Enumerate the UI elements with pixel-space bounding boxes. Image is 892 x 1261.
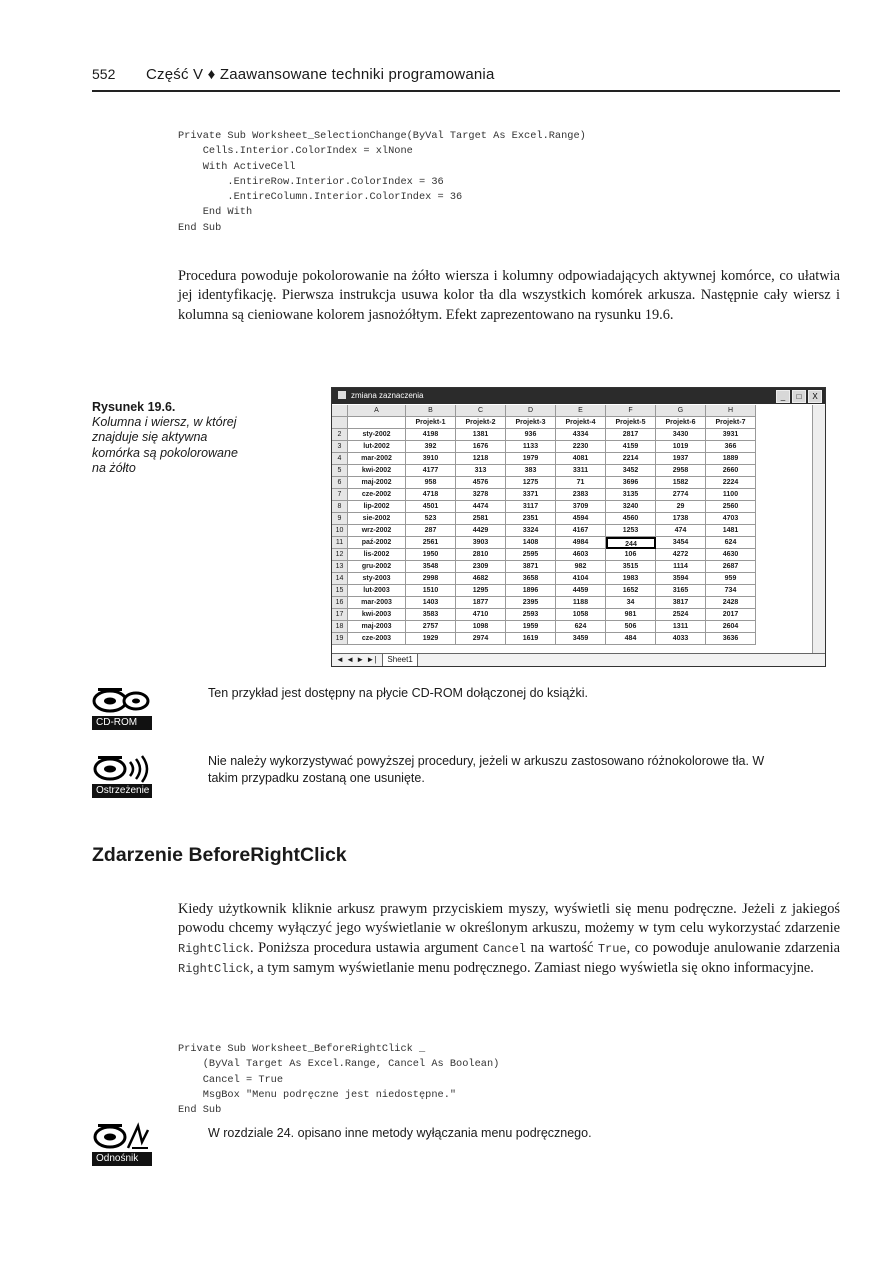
- value-cell[interactable]: 2383: [556, 489, 606, 501]
- value-cell[interactable]: 1100: [706, 489, 756, 501]
- cd-rom-label: CD-ROM: [92, 716, 152, 730]
- column-header-a[interactable]: A: [348, 405, 406, 417]
- table-row: [332, 561, 812, 573]
- value-cell[interactable]: 4474: [456, 501, 506, 513]
- row-header[interactable]: 8: [332, 501, 348, 513]
- value-cell[interactable]: 4560: [606, 513, 656, 525]
- warning-note: Nie należy wykorzystywać powyższej procedury, jeżeli w arkuszu zastosowano różnokolorowe tła. W takim przypadku zostaną one usunięte.: [208, 754, 765, 785]
- select-all-corner[interactable]: [332, 405, 348, 417]
- warning-icon: [92, 752, 152, 798]
- date-cell[interactable]: sie-2002: [348, 513, 406, 525]
- value-cell[interactable]: 959: [706, 573, 756, 585]
- value-cell[interactable]: 2595: [506, 549, 556, 561]
- value-cell[interactable]: 2817: [606, 429, 656, 441]
- table-row: [332, 585, 812, 597]
- value-cell[interactable]: 2974: [456, 633, 506, 645]
- value-cell[interactable]: 4272: [656, 549, 706, 561]
- value-cell[interactable]: 474: [656, 525, 706, 537]
- value-cell[interactable]: 523: [406, 513, 456, 525]
- sheet-navigation-arrows[interactable]: ◄ ◄ ► ►|: [336, 655, 377, 664]
- value-cell[interactable]: 2017: [706, 609, 756, 621]
- value-cell[interactable]: 3583: [406, 609, 456, 621]
- value-cell[interactable]: 3910: [406, 453, 456, 465]
- value-cell[interactable]: 3903: [456, 537, 506, 549]
- figure-caption: [92, 400, 252, 476]
- row-header[interactable]: 10: [332, 525, 348, 537]
- table-row: [332, 621, 812, 633]
- row-header[interactable]: 9: [332, 513, 348, 525]
- value-cell[interactable]: 1889: [706, 453, 756, 465]
- value-cell[interactable]: 3324: [506, 525, 556, 537]
- column-title-cell[interactable]: Projekt-2: [456, 417, 506, 429]
- table-row: [332, 477, 812, 489]
- value-cell[interactable]: 4081: [556, 453, 606, 465]
- warning-label: Ostrzeżenie: [92, 784, 152, 798]
- value-cell[interactable]: 313: [456, 465, 506, 477]
- value-cell[interactable]: 366: [706, 441, 756, 453]
- figure-number: Rysunek 19.6.: [92, 400, 176, 414]
- table-row: [332, 489, 812, 501]
- page-number: 552: [92, 66, 116, 82]
- value-cell[interactable]: 2561: [406, 537, 456, 549]
- inline-code: True: [597, 941, 627, 956]
- cd-rom-note: Ten przykład jest dostępny na płycie CD-ROM dołączonej do książki.: [208, 686, 589, 700]
- column-title-cell[interactable]: Projekt-7: [706, 417, 756, 429]
- cell[interactable]: [348, 417, 406, 429]
- row-header[interactable]: 2: [332, 429, 348, 441]
- row-header[interactable]: 18: [332, 621, 348, 633]
- date-cell[interactable]: mar-2003: [348, 597, 406, 609]
- value-cell[interactable]: 106: [606, 549, 656, 561]
- paragraph-text-part: na wartość: [526, 939, 598, 956]
- reference-label: Odnośnik: [92, 1152, 152, 1166]
- value-cell[interactable]: 4984: [556, 537, 606, 549]
- value-cell[interactable]: 3454: [656, 537, 706, 549]
- value-cell[interactable]: 1983: [606, 573, 656, 585]
- date-cell[interactable]: wrz-2002: [348, 525, 406, 537]
- value-cell[interactable]: 2524: [656, 609, 706, 621]
- value-cell[interactable]: 1403: [406, 597, 456, 609]
- value-cell[interactable]: 1619: [506, 633, 556, 645]
- value-cell[interactable]: 2687: [706, 561, 756, 573]
- spreadsheet-grid: [332, 405, 812, 645]
- sheet-tab-bar: [332, 653, 825, 666]
- value-cell[interactable]: 2660: [706, 465, 756, 477]
- value-cell[interactable]: 3165: [656, 585, 706, 597]
- value-cell[interactable]: 2395: [506, 597, 556, 609]
- date-cell[interactable]: paź-2002: [348, 537, 406, 549]
- value-cell[interactable]: 4198: [406, 429, 456, 441]
- value-cell[interactable]: 1950: [406, 549, 456, 561]
- value-cell[interactable]: 1959: [506, 621, 556, 633]
- table-row: [332, 453, 812, 465]
- value-cell[interactable]: 1133: [506, 441, 556, 453]
- value-cell[interactable]: 1408: [506, 537, 556, 549]
- value-cell[interactable]: 3430: [656, 429, 706, 441]
- value-cell[interactable]: 3658: [506, 573, 556, 585]
- column-header-e[interactable]: E: [556, 405, 606, 417]
- value-cell[interactable]: 1937: [656, 453, 706, 465]
- value-cell[interactable]: 3594: [656, 573, 706, 585]
- value-cell[interactable]: 936: [506, 429, 556, 441]
- value-cell[interactable]: 2560: [706, 501, 756, 513]
- value-cell[interactable]: 3636: [706, 633, 756, 645]
- row-header[interactable]: 16: [332, 597, 348, 609]
- date-cell[interactable]: cze-2002: [348, 489, 406, 501]
- value-cell[interactable]: 2593: [506, 609, 556, 621]
- date-cell[interactable]: sty-2003: [348, 573, 406, 585]
- value-cell[interactable]: 1877: [456, 597, 506, 609]
- value-cell[interactable]: 4710: [456, 609, 506, 621]
- table-row: [332, 549, 812, 561]
- value-cell[interactable]: 982: [556, 561, 606, 573]
- value-cell[interactable]: 4703: [706, 513, 756, 525]
- table-row: [332, 597, 812, 609]
- running-title: Część V ♦ Zaawansowane techniki programowania: [146, 66, 495, 83]
- value-cell[interactable]: 3515: [606, 561, 656, 573]
- row-header[interactable]: 14: [332, 573, 348, 585]
- value-cell[interactable]: 3459: [556, 633, 606, 645]
- row-header[interactable]: 4: [332, 453, 348, 465]
- value-cell[interactable]: 4159: [606, 441, 656, 453]
- value-cell[interactable]: 2998: [406, 573, 456, 585]
- row-header[interactable]: 13: [332, 561, 348, 573]
- sheet-tab-sheet1[interactable]: Sheet1: [382, 654, 417, 667]
- value-cell[interactable]: 4501: [406, 501, 456, 513]
- date-cell[interactable]: gru-2002: [348, 561, 406, 573]
- value-cell[interactable]: 4459: [556, 585, 606, 597]
- value-cell[interactable]: 3117: [506, 501, 556, 513]
- value-cell[interactable]: 3311: [556, 465, 606, 477]
- value-cell[interactable]: 3548: [406, 561, 456, 573]
- column-header-f[interactable]: F: [606, 405, 656, 417]
- reference-note: W rozdziale 24. opisano inne metody wyłączania menu podręcznego.: [208, 1126, 592, 1140]
- value-cell[interactable]: 1738: [656, 513, 706, 525]
- close-button[interactable]: X: [808, 390, 822, 403]
- date-cell[interactable]: maj-2003: [348, 621, 406, 633]
- column-header-b[interactable]: B: [406, 405, 456, 417]
- value-cell[interactable]: 1481: [706, 525, 756, 537]
- value-cell[interactable]: 1896: [506, 585, 556, 597]
- table-row: [332, 633, 812, 645]
- value-cell[interactable]: 1275: [506, 477, 556, 489]
- date-cell[interactable]: lip-2002: [348, 501, 406, 513]
- column-title-cell[interactable]: Projekt-1: [406, 417, 456, 429]
- value-cell[interactable]: 29: [656, 501, 706, 513]
- value-cell[interactable]: 3240: [606, 501, 656, 513]
- column-header-d[interactable]: D: [506, 405, 556, 417]
- value-cell[interactable]: 4576: [456, 477, 506, 489]
- table-row: [332, 513, 812, 525]
- date-cell[interactable]: kwi-2003: [348, 609, 406, 621]
- row-header[interactable]: 7: [332, 489, 348, 501]
- value-cell[interactable]: 1019: [656, 441, 706, 453]
- table-row: [332, 417, 812, 429]
- value-cell[interactable]: 624: [706, 537, 756, 549]
- value-cell[interactable]: 1676: [456, 441, 506, 453]
- value-cell[interactable]: 734: [706, 585, 756, 597]
- column-title-cell[interactable]: Projekt-5: [606, 417, 656, 429]
- value-cell[interactable]: 3452: [606, 465, 656, 477]
- value-cell[interactable]: 2774: [656, 489, 706, 501]
- value-cell[interactable]: 3371: [506, 489, 556, 501]
- column-header-c[interactable]: C: [456, 405, 506, 417]
- date-cell[interactable]: cze-2003: [348, 633, 406, 645]
- table-row: [332, 441, 812, 453]
- value-cell[interactable]: 4177: [406, 465, 456, 477]
- table-row: [332, 609, 812, 621]
- paragraph-text-part: Kiedy użytkownik kliknie arkusz prawym przyciskiem myszy, wyświetli się menu podręczne. Jeżeli z jakiegoś powodu chcemy wyłączyć jego wyświetlanie w określonym arkuszu, możemy w tym celu wykorzystać zdarzenie: [178, 901, 840, 937]
- value-cell[interactable]: 3931: [706, 429, 756, 441]
- value-cell[interactable]: 1311: [656, 621, 706, 633]
- value-cell[interactable]: 4104: [556, 573, 606, 585]
- row-header[interactable]: [332, 417, 348, 429]
- row-header[interactable]: 12: [332, 549, 348, 561]
- value-cell[interactable]: 71: [556, 477, 606, 489]
- column-title-cell[interactable]: Projekt-3: [506, 417, 556, 429]
- value-cell[interactable]: 1188: [556, 597, 606, 609]
- value-cell[interactable]: 4594: [556, 513, 606, 525]
- value-cell[interactable]: 1058: [556, 609, 606, 621]
- paragraph-text-part: . Poniższa procedura ustawia argument: [250, 939, 483, 956]
- value-cell[interactable]: 4033: [656, 633, 706, 645]
- date-cell[interactable]: lis-2002: [348, 549, 406, 561]
- value-cell[interactable]: 2604: [706, 621, 756, 633]
- reference-icon: [92, 1120, 152, 1166]
- row-header[interactable]: 3: [332, 441, 348, 453]
- value-cell[interactable]: 1295: [456, 585, 506, 597]
- value-cell[interactable]: 1381: [456, 429, 506, 441]
- column-letter-row: [332, 405, 812, 417]
- excel-title-bar: [332, 388, 825, 404]
- table-row: [332, 573, 812, 585]
- date-cell[interactable]: maj-2002: [348, 477, 406, 489]
- date-cell[interactable]: mar-2002: [348, 453, 406, 465]
- page-header: [92, 64, 840, 92]
- value-cell[interactable]: 2958: [656, 465, 706, 477]
- date-cell[interactable]: sty-2002: [348, 429, 406, 441]
- value-cell[interactable]: 2581: [456, 513, 506, 525]
- date-cell[interactable]: kwi-2002: [348, 465, 406, 477]
- paragraph-procedure-description: Procedura powoduje pokolorowanie na żółto wiersza i kolumny odpowiadających aktywnej komórce, co ułatwia jej identyfikację. Pierwsza instrukcja usuwa kolor tła dla wszystkich komórek arkusza. Następnie cały wiersz i kolumna są cieniowane kolorem jasnożółtym. Efekt zaprezentowano na rysunku 19.6.: [178, 268, 840, 323]
- value-cell[interactable]: 3278: [456, 489, 506, 501]
- value-cell[interactable]: 2810: [456, 549, 506, 561]
- value-cell[interactable]: 506: [606, 621, 656, 633]
- value-cell[interactable]: 4630: [706, 549, 756, 561]
- date-cell[interactable]: lut-2003: [348, 585, 406, 597]
- value-cell[interactable]: 1510: [406, 585, 456, 597]
- excel-window-title: zmiana zaznaczenia: [351, 391, 424, 400]
- value-cell[interactable]: 981: [606, 609, 656, 621]
- row-header[interactable]: 15: [332, 585, 348, 597]
- minimize-button[interactable]: _: [776, 390, 790, 403]
- value-cell[interactable]: 1652: [606, 585, 656, 597]
- value-cell[interactable]: 3817: [656, 597, 706, 609]
- value-cell[interactable]: 3696: [606, 477, 656, 489]
- value-cell[interactable]: 2757: [406, 621, 456, 633]
- date-cell[interactable]: lut-2002: [348, 441, 406, 453]
- section-heading: Zdarzenie BeforeRightClick: [92, 844, 347, 866]
- vertical-scrollbar[interactable]: [812, 405, 825, 653]
- value-cell[interactable]: 1098: [456, 621, 506, 633]
- value-cell[interactable]: 3135: [606, 489, 656, 501]
- value-cell[interactable]: 2224: [706, 477, 756, 489]
- value-cell[interactable]: 1253: [606, 525, 656, 537]
- value-cell[interactable]: 2351: [506, 513, 556, 525]
- table-row: [332, 537, 812, 549]
- inline-code: RightClick: [178, 941, 251, 956]
- row-header[interactable]: 17: [332, 609, 348, 621]
- value-cell[interactable]: 4429: [456, 525, 506, 537]
- value-cell[interactable]: 958: [406, 477, 456, 489]
- value-cell[interactable]: 4167: [556, 525, 606, 537]
- value-cell[interactable]: 2230: [556, 441, 606, 453]
- maximize-button[interactable]: □: [792, 390, 806, 403]
- column-title-cell[interactable]: Projekt-6: [656, 417, 706, 429]
- value-cell[interactable]: 1929: [406, 633, 456, 645]
- column-header-h[interactable]: H: [706, 405, 756, 417]
- inline-code: Cancel: [482, 941, 527, 956]
- value-cell[interactable]: 624: [556, 621, 606, 633]
- table-row: [332, 501, 812, 513]
- row-header[interactable]: 11: [332, 537, 348, 549]
- value-cell[interactable]: 3871: [506, 561, 556, 573]
- table-row: [332, 465, 812, 477]
- table-row: [332, 525, 812, 537]
- paragraph-text-part: , a tym samym wyświetlanie menu podręcznego. Zamiast niego wyświetla się okno informacyjne.: [250, 960, 814, 977]
- value-cell[interactable]: 4334: [556, 429, 606, 441]
- value-cell[interactable]: 4682: [456, 573, 506, 585]
- value-cell[interactable]: 2214: [606, 453, 656, 465]
- value-cell[interactable]: 484: [606, 633, 656, 645]
- excel-app-icon: [338, 391, 346, 399]
- value-cell[interactable]: 3709: [556, 501, 606, 513]
- value-cell[interactable]: 392: [406, 441, 456, 453]
- paragraph-text-part: , co powoduje anulowanie zdarzenia: [626, 939, 840, 956]
- value-cell[interactable]: 2428: [706, 597, 756, 609]
- figure-description: Kolumna i wiersz, w której znajduje się aktywna komórka są pokolorowane na żółto: [92, 415, 238, 475]
- value-cell[interactable]: 383: [506, 465, 556, 477]
- value-cell[interactable]: 1218: [456, 453, 506, 465]
- value-cell[interactable]: 4718: [406, 489, 456, 501]
- code-block-selection-change: Private Sub Worksheet_SelectionChange(ByVal Target As Excel.Range) Cells.Interior.ColorIndex = xlNone With ActiveCell .EntireRow.Interior.ColorIndex = 36 .EntireColumn.Interior.ColorIndex = 36 End With End Sub: [178, 130, 586, 234]
- column-title-cell[interactable]: Projekt-4: [556, 417, 606, 429]
- value-cell[interactable]: 4603: [556, 549, 606, 561]
- row-header[interactable]: 19: [332, 633, 348, 645]
- value-cell[interactable]: 34: [606, 597, 656, 609]
- code-block-before-right-click: Private Sub Worksheet_BeforeRightClick _ (ByVal Target As Excel.Range, Cancel As Boolean) Cancel = True MsgBox "Menu podręczne jest niedostępne." End Sub: [178, 1043, 500, 1117]
- value-cell[interactable]: 1979: [506, 453, 556, 465]
- table-row: [332, 429, 812, 441]
- value-cell[interactable]: 2309: [456, 561, 506, 573]
- value-cell[interactable]: 1582: [656, 477, 706, 489]
- row-header[interactable]: 5: [332, 465, 348, 477]
- excel-window-screenshot: [331, 387, 826, 667]
- column-header-g[interactable]: G: [656, 405, 706, 417]
- window-controls: [774, 390, 822, 402]
- cd-rom-icon: [92, 684, 152, 730]
- active-cell[interactable]: 244: [606, 537, 656, 549]
- value-cell[interactable]: 1114: [656, 561, 706, 573]
- value-cell[interactable]: 287: [406, 525, 456, 537]
- inline-code: RightClick: [178, 962, 251, 977]
- paragraph-right-click: [178, 900, 840, 980]
- row-header[interactable]: 6: [332, 477, 348, 489]
